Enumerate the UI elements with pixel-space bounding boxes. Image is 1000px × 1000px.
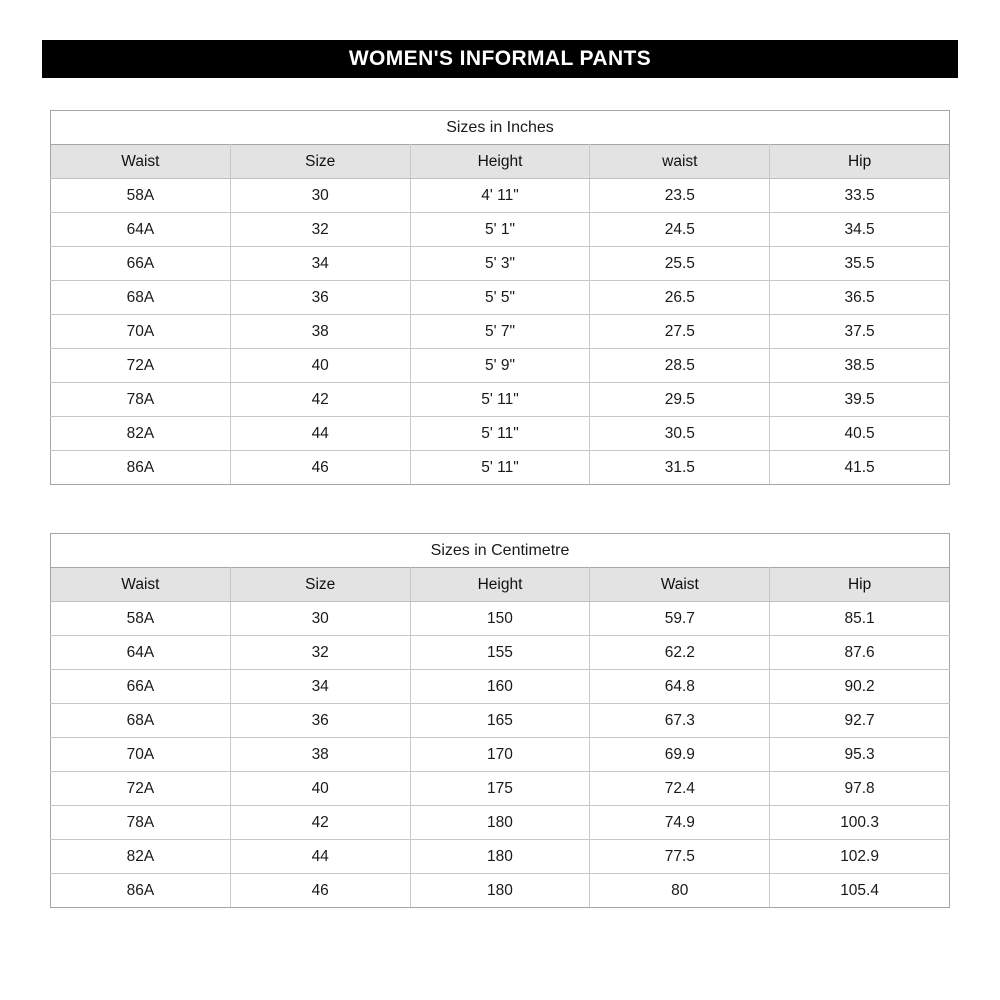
cell-size: 38 xyxy=(230,738,410,772)
cell-waist-label: 82A xyxy=(51,417,231,451)
column-header-waist-measure: Waist xyxy=(590,568,770,602)
cell-height: 175 xyxy=(410,772,590,806)
cell-height: 180 xyxy=(410,840,590,874)
cell-height: 170 xyxy=(410,738,590,772)
cell-waist-label: 78A xyxy=(51,806,231,840)
column-header-size: Size xyxy=(230,145,410,179)
table-header-inches xyxy=(51,145,950,179)
table-row xyxy=(51,213,950,247)
column-header-hip: Hip xyxy=(770,568,950,602)
cell-waist-label: 82A xyxy=(51,840,231,874)
cell-waist: 77.5 xyxy=(590,840,770,874)
cell-hip: 105.4 xyxy=(770,874,950,908)
cell-waist-label: 72A xyxy=(51,349,231,383)
cell-size: 38 xyxy=(230,315,410,349)
cell-size: 44 xyxy=(230,417,410,451)
cell-waist-label: 58A xyxy=(51,602,231,636)
cell-waist-label: 64A xyxy=(51,636,231,670)
cell-size: 46 xyxy=(230,874,410,908)
cell-waist-label: 66A xyxy=(51,247,231,281)
cell-hip: 41.5 xyxy=(770,451,950,485)
cell-hip: 90.2 xyxy=(770,670,950,704)
column-header-hip: Hip xyxy=(770,145,950,179)
cell-waist: 74.9 xyxy=(590,806,770,840)
cell-size: 40 xyxy=(230,349,410,383)
cell-waist-label: 70A xyxy=(51,738,231,772)
cell-hip: 97.8 xyxy=(770,772,950,806)
cell-height: 165 xyxy=(410,704,590,738)
cell-height: 5' 7" xyxy=(410,315,590,349)
table-row xyxy=(51,349,950,383)
table-row xyxy=(51,383,950,417)
table-row xyxy=(51,247,950,281)
table-row xyxy=(51,451,950,485)
cell-waist-label: 64A xyxy=(51,213,231,247)
table-row xyxy=(51,417,950,451)
cell-hip: 38.5 xyxy=(770,349,950,383)
column-header-waist-label: Waist xyxy=(51,145,231,179)
cell-waist-label: 58A xyxy=(51,179,231,213)
cell-waist-label: 86A xyxy=(51,874,231,908)
column-header-waist-measure: waist xyxy=(590,145,770,179)
cell-waist-label: 68A xyxy=(51,704,231,738)
cell-size: 36 xyxy=(230,281,410,315)
cell-size: 36 xyxy=(230,704,410,738)
cell-waist-label: 70A xyxy=(51,315,231,349)
table-body-inches xyxy=(51,179,950,485)
cell-hip: 87.6 xyxy=(770,636,950,670)
cell-waist: 28.5 xyxy=(590,349,770,383)
table-row xyxy=(51,670,950,704)
cell-waist: 72.4 xyxy=(590,772,770,806)
cell-waist: 69.9 xyxy=(590,738,770,772)
cell-size: 32 xyxy=(230,213,410,247)
cell-height: 5' 11" xyxy=(410,451,590,485)
cell-waist-label: 72A xyxy=(51,772,231,806)
table-header-row xyxy=(51,145,950,179)
size-table-centimetre xyxy=(50,533,950,908)
cell-waist: 67.3 xyxy=(590,704,770,738)
cell-waist: 59.7 xyxy=(590,602,770,636)
cell-waist: 29.5 xyxy=(590,383,770,417)
cell-hip: 37.5 xyxy=(770,315,950,349)
cell-size: 34 xyxy=(230,247,410,281)
table-row xyxy=(51,840,950,874)
page-title-banner xyxy=(42,40,958,78)
cell-size: 42 xyxy=(230,806,410,840)
cell-waist: 25.5 xyxy=(590,247,770,281)
cell-hip: 95.3 xyxy=(770,738,950,772)
table-row xyxy=(51,602,950,636)
cell-waist-label: 86A xyxy=(51,451,231,485)
table-caption-inches: Sizes in Inches xyxy=(50,110,950,144)
cell-size: 32 xyxy=(230,636,410,670)
cell-height: 5' 11" xyxy=(410,417,590,451)
cell-height: 4' 11" xyxy=(410,179,590,213)
cell-waist: 30.5 xyxy=(590,417,770,451)
cell-height: 155 xyxy=(410,636,590,670)
cell-waist: 27.5 xyxy=(590,315,770,349)
table-row xyxy=(51,636,950,670)
cell-waist: 62.2 xyxy=(590,636,770,670)
cell-hip: 33.5 xyxy=(770,179,950,213)
cell-hip: 39.5 xyxy=(770,383,950,417)
cell-waist: 31.5 xyxy=(590,451,770,485)
cell-size: 46 xyxy=(230,451,410,485)
table-row xyxy=(51,704,950,738)
table-row xyxy=(51,281,950,315)
table-row xyxy=(51,772,950,806)
cell-waist-label: 68A xyxy=(51,281,231,315)
cell-waist: 26.5 xyxy=(590,281,770,315)
table-body-centimetre xyxy=(51,602,950,908)
cell-waist-label: 78A xyxy=(51,383,231,417)
cell-hip: 34.5 xyxy=(770,213,950,247)
cell-hip: 92.7 xyxy=(770,704,950,738)
cell-height: 150 xyxy=(410,602,590,636)
cell-height: 5' 1" xyxy=(410,213,590,247)
table-row xyxy=(51,315,950,349)
table-caption-centimetre: Sizes in Centimetre xyxy=(50,533,950,567)
cell-height: 5' 3" xyxy=(410,247,590,281)
column-header-height: Height xyxy=(410,145,590,179)
cell-hip: 35.5 xyxy=(770,247,950,281)
table-row xyxy=(51,806,950,840)
table-row xyxy=(51,179,950,213)
cell-hip: 100.3 xyxy=(770,806,950,840)
cell-waist: 80 xyxy=(590,874,770,908)
cell-hip: 85.1 xyxy=(770,602,950,636)
cell-size: 42 xyxy=(230,383,410,417)
cell-size: 30 xyxy=(230,602,410,636)
table-header-centimetre xyxy=(51,568,950,602)
table-header-row xyxy=(51,568,950,602)
table-row xyxy=(51,874,950,908)
cell-waist: 24.5 xyxy=(590,213,770,247)
cell-hip: 40.5 xyxy=(770,417,950,451)
size-table-inches xyxy=(50,110,950,485)
cell-waist: 23.5 xyxy=(590,179,770,213)
cell-size: 44 xyxy=(230,840,410,874)
table-row xyxy=(51,738,950,772)
column-header-size: Size xyxy=(230,568,410,602)
cell-size: 40 xyxy=(230,772,410,806)
cell-waist-label: 66A xyxy=(51,670,231,704)
cell-size: 30 xyxy=(230,179,410,213)
cell-height: 5' 11" xyxy=(410,383,590,417)
cell-height: 180 xyxy=(410,874,590,908)
cell-size: 34 xyxy=(230,670,410,704)
page-title: WOMEN'S INFORMAL PANTS xyxy=(348,47,652,70)
cell-height: 160 xyxy=(410,670,590,704)
cell-height: 5' 5" xyxy=(410,281,590,315)
cell-hip: 36.5 xyxy=(770,281,950,315)
column-header-waist-label: Waist xyxy=(51,568,231,602)
column-header-height: Height xyxy=(410,568,590,602)
cell-height: 5' 9" xyxy=(410,349,590,383)
cell-hip: 102.9 xyxy=(770,840,950,874)
cell-waist: 64.8 xyxy=(590,670,770,704)
cell-height: 180 xyxy=(410,806,590,840)
